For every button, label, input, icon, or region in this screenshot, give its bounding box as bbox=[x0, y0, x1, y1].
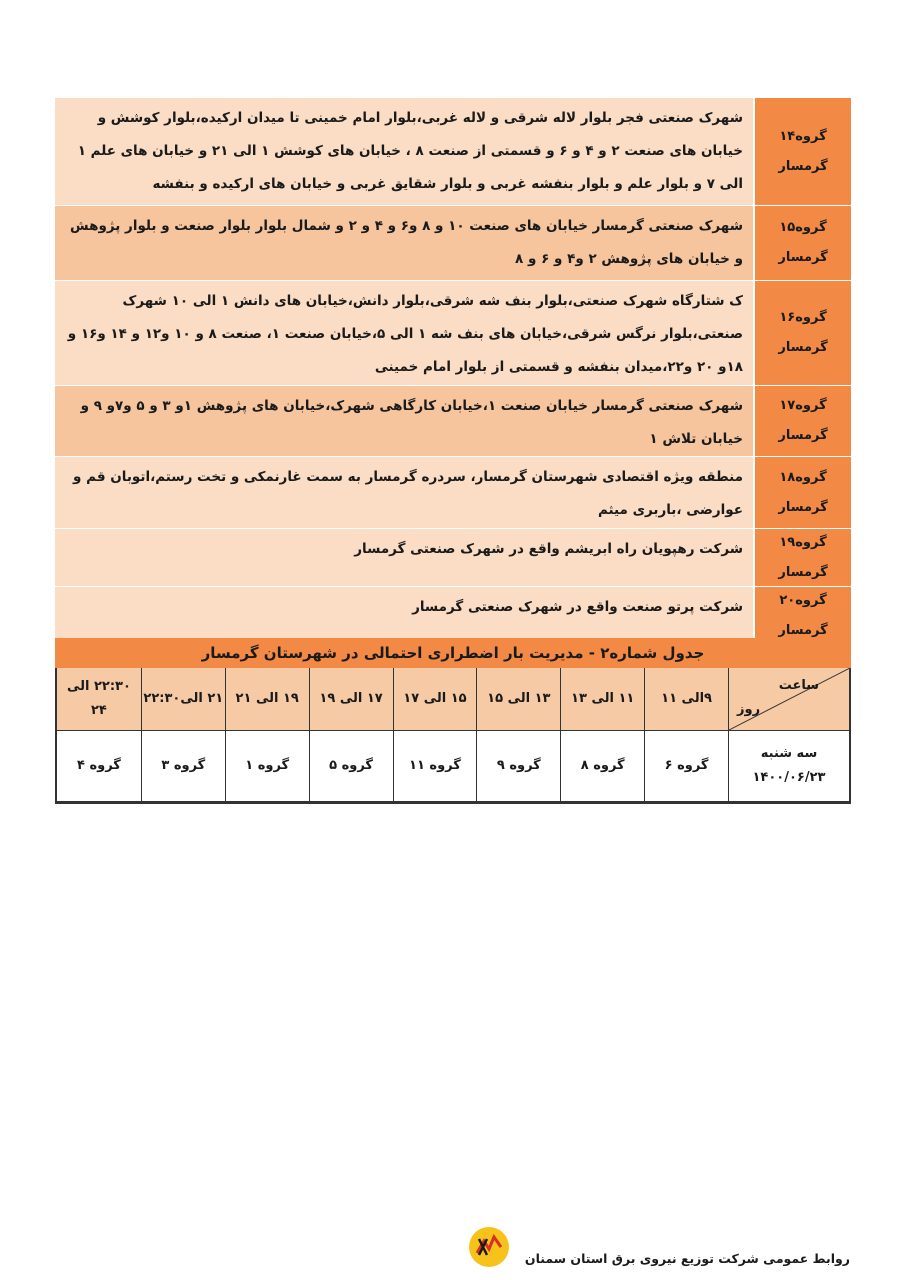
footer-text: روابط عمومی شرکت توزیع نیروی برق استان سمنان bbox=[524, 1250, 850, 1266]
group-row bbox=[55, 386, 851, 457]
power-company-logo-icon bbox=[467, 1225, 511, 1269]
corner-header bbox=[728, 668, 849, 731]
group-city: گرمسار bbox=[778, 499, 828, 515]
schedule-grid bbox=[55, 668, 851, 804]
group-areas: شرکت پرتو صنعت واقع در شهرک صنعتی گرمسار bbox=[55, 587, 753, 644]
group-areas: ک شتارگاه شهرک صنعتی،بلوار بنف شه شرقی،بلوار دانش،خیابان های دانش ۱ الی ۱۰ شهرک صنعتی،بلوار نرگس شرقی،خیابان های بنف شه ۱ الی ۵،خیابان صنعت ۱، صنعت ۸ و ۱۰ و۱۲ و ۱۴ و۱۶ و ۱۸و ۲۰ و۲۲،میدان بنفشه و قسمتی از بلوار امام خمینی bbox=[55, 281, 753, 385]
hour-slot: ۱۳ الی ۱۵ bbox=[476, 668, 560, 731]
group-cell: گروه ۵ bbox=[309, 731, 393, 802]
group-cell: گروه ۱۱ bbox=[393, 731, 477, 802]
group-areas: شهرک صنعتی گرمسار خیابان های صنعت ۱۰ و ۸ و۶ و ۴ و ۲ و شمال بلوار بلوار صنعت و بلوار پژوهش و خیابان های پژوهش ۲ و۴ و ۶ و ۸ bbox=[55, 206, 753, 280]
schedule-title: جدول شماره۲ - مدیریت بار اضطراری احتمالی در شهرستان گرمسار bbox=[55, 638, 851, 668]
group-row bbox=[55, 587, 851, 645]
hour-slot: ۱۱ الی ۱۳ bbox=[560, 668, 644, 731]
hour-header: ساعت bbox=[778, 678, 819, 693]
group-city: گرمسار bbox=[778, 622, 828, 638]
hour-slot: ۱۷ الی ۱۹ bbox=[309, 668, 393, 731]
groups-table bbox=[55, 98, 851, 645]
group-label bbox=[753, 386, 851, 456]
schedule-table bbox=[55, 638, 851, 804]
group-number: گروه۱۸ bbox=[779, 469, 827, 485]
group-areas: شهرک صنعتی گرمسار خیابان صنعت ۱،خیابان کارگاهی شهرک،خیابان های پژوهش ۱و ۳ و ۵ و۷و ۹ و خیابان تلاش ۱ bbox=[55, 386, 753, 456]
group-cell: گروه ۳ bbox=[141, 731, 225, 802]
group-label bbox=[753, 529, 851, 586]
group-number: گروه۱۷ bbox=[779, 398, 827, 413]
group-city: گرمسار bbox=[778, 428, 828, 443]
group-label bbox=[753, 281, 851, 385]
day-cell: سه شنبه ۱۴۰۰/۰۶/۲۳ bbox=[728, 731, 849, 802]
group-label bbox=[753, 98, 851, 205]
hour-slot: ۲۱ الی۲۲:۳۰ bbox=[141, 668, 225, 731]
group-areas: منطقه ویژه اقتصادی شهرستان گرمسار، سردره گرمسار به سمت غارنمکی و تخت رستم،اتوبان قم و عوارضی ،باربری میثم bbox=[55, 457, 753, 528]
group-number: گروه۱۹ bbox=[779, 534, 827, 550]
group-row bbox=[55, 457, 851, 529]
hour-slot: ۱۵ الی ۱۷ bbox=[393, 668, 477, 731]
group-label bbox=[753, 457, 851, 528]
footer bbox=[420, 1222, 850, 1272]
group-number: گروه۱۵ bbox=[779, 220, 827, 235]
hour-slot: ۱۹ الی ۲۱ bbox=[225, 668, 309, 731]
group-city: گرمسار bbox=[778, 564, 828, 580]
group-number: گروه۲۰ bbox=[779, 592, 827, 608]
group-areas: شرکت رهپویان راه ابریشم واقع در شهرک صنعتی گرمسار bbox=[55, 529, 753, 586]
group-label bbox=[753, 206, 851, 280]
group-cell: گروه ۴ bbox=[57, 731, 141, 802]
group-city: گرمسار bbox=[778, 250, 828, 265]
group-row bbox=[55, 206, 851, 281]
group-number: گروه۱۶ bbox=[779, 310, 827, 325]
group-cell: گروه ۸ bbox=[560, 731, 644, 802]
group-label bbox=[753, 587, 851, 644]
group-row bbox=[55, 529, 851, 587]
group-row bbox=[55, 281, 851, 386]
group-number: گروه۱۴ bbox=[779, 128, 827, 144]
group-cell: گروه ۹ bbox=[476, 731, 560, 802]
hour-slot: ۲۲:۳۰ الی ۲۴ bbox=[57, 668, 141, 731]
group-cell: گروه ۱ bbox=[225, 731, 309, 802]
group-areas: شهرک صنعتی فجر بلوار لاله شرقی و لاله غربی،بلوار امام خمینی تا میدان ارکیده،بلوار کوشش و خیابان های صنعت ۲ و ۴ و ۶ و قسمتی از صنعت ۸ ، خیابان های کوشش ۱ الی ۲۱ و خیابان های علم ۱ الی ۷ و بلوار علم و بلوار بنفشه غربی و بلوار شقایق غربی و خیابان های ارکیده و بنفشه bbox=[55, 98, 753, 205]
group-city: گرمسار bbox=[778, 340, 828, 355]
group-cell: گروه ۶ bbox=[644, 731, 728, 802]
group-city: گرمسار bbox=[778, 158, 828, 174]
hour-slot: ۹الی ۱۱ bbox=[644, 668, 728, 731]
group-row bbox=[55, 98, 851, 206]
day-header: روز bbox=[737, 702, 761, 717]
